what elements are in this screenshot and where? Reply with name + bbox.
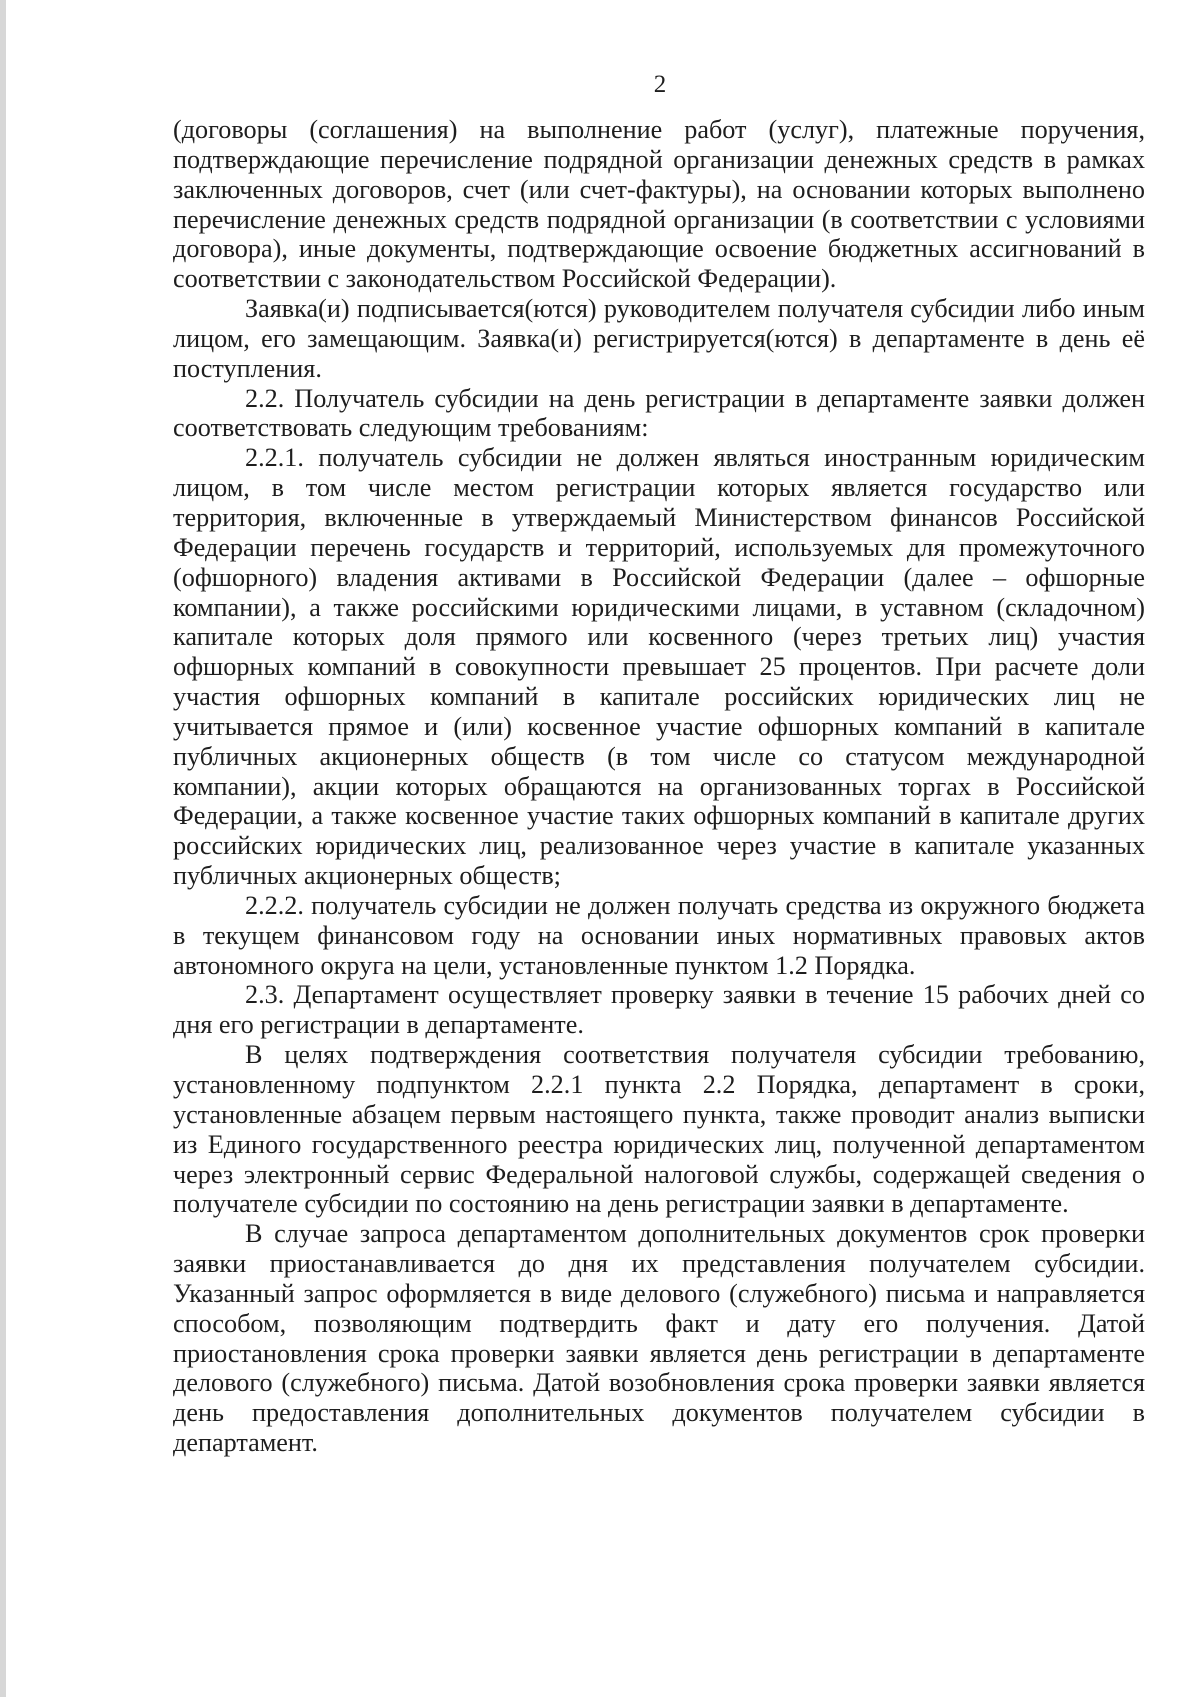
paragraph-application-signing: Заявка(и) подписывается(ются) руководителем получателя субсидии либо иным лицом, его замещающим. Заявка(и) регистрируется(ются) в департаменте в день её поступления. <box>173 294 1145 383</box>
paragraph-2-3: 2.3. Департамент осуществляет проверку заявки в течение 15 рабочих дней со дня его регистрации в департаменте. <box>173 980 1145 1040</box>
page-edge-shadow <box>0 0 6 1697</box>
document-body <box>173 115 1145 1458</box>
page-number: 2 <box>653 71 667 98</box>
paragraph-additional-documents: В случае запроса департаментом дополнительных документов срок проверки заявки приостанавливается до дня их представления получателем субсидии. Указанный запрос оформляется в виде делового (служебного) письма и направляется способом, позволяющим подтвердить факт и дату его получения. Датой приостановления срока проверки заявки является день регистрации в департаменте делового (служебного) письма. Датой возобновления срока проверки заявки является день предоставления дополнительных документов получателем субсидии в департамент. <box>173 1219 1145 1458</box>
paragraph-egrul-check: В целях подтверждения соответствия получателя субсидии требованию, установленному подпунктом 2.2.1 пункта 2.2 Порядка, департамент в сроки, установленные абзацем первым настоящего пункта, также проводит анализ выписки из Единого государственного реестра юридических лиц, полученной департаментом через электронный сервис Федеральной налоговой службы, содержащей сведения о получателе субсидии по состоянию на день регистрации заявки в департаменте. <box>173 1040 1145 1219</box>
paragraph-2-2-2: 2.2.2. получатель субсидии не должен получать средства из окружного бюджета в текущем финансовом году на основании иных нормативных правовых актов автономного округа на цели, установленные пунктом 1.2 Порядка. <box>173 890 1145 980</box>
paragraph-2-2: 2.2. Получатель субсидии на день регистрации в департаменте заявки должен соответствовать следующим требованиям: <box>173 383 1145 443</box>
paragraph-2-2-1: 2.2.1. получатель субсидии не должен являться иностранным юридическим лицом, в том числе местом регистрации которых является государство или территория, включенные в утверждаемый Министерством финансов Российской Федерации перечень государств и территорий, используемых для промежуточного (офшорного) владения активами в Российской Федерации (далее – офшорные компании), а также российскими юридическими лицами, в уставном (складочном) капитале которых доля прямого или косвенного (через третьих лиц) участия офшорных компаний в совокупности превышает 25 процентов. При расчете доли участия офшорных компаний в капитале российских юридических лиц не учитывается прямое и (или) косвенное участие офшорных компаний в капитале публичных акционерных обществ (в том числе со статусом международной компании), акции которых обращаются на организованных торгах в Российской Федерации, а также косвенное участие таких офшорных компаний в капитале других российских юридических лиц, реализованное через участие в капитале указанных публичных акционерных обществ; <box>173 443 1145 891</box>
paragraph-documents-list: (договоры (соглашения) на выполнение работ (услуг), платежные поручения, подтверждающие перечисление подрядной организации денежных средств в рамках заключенных договоров, счет (или счет-фактуры), на основании которых выполнено перечисление денежных средств подрядной организации (в соответствии с условиями договора), иные документы, подтверждающие освоение бюджетных ассигнований в соответствии с законодательством Российской Федерации). <box>173 115 1145 294</box>
